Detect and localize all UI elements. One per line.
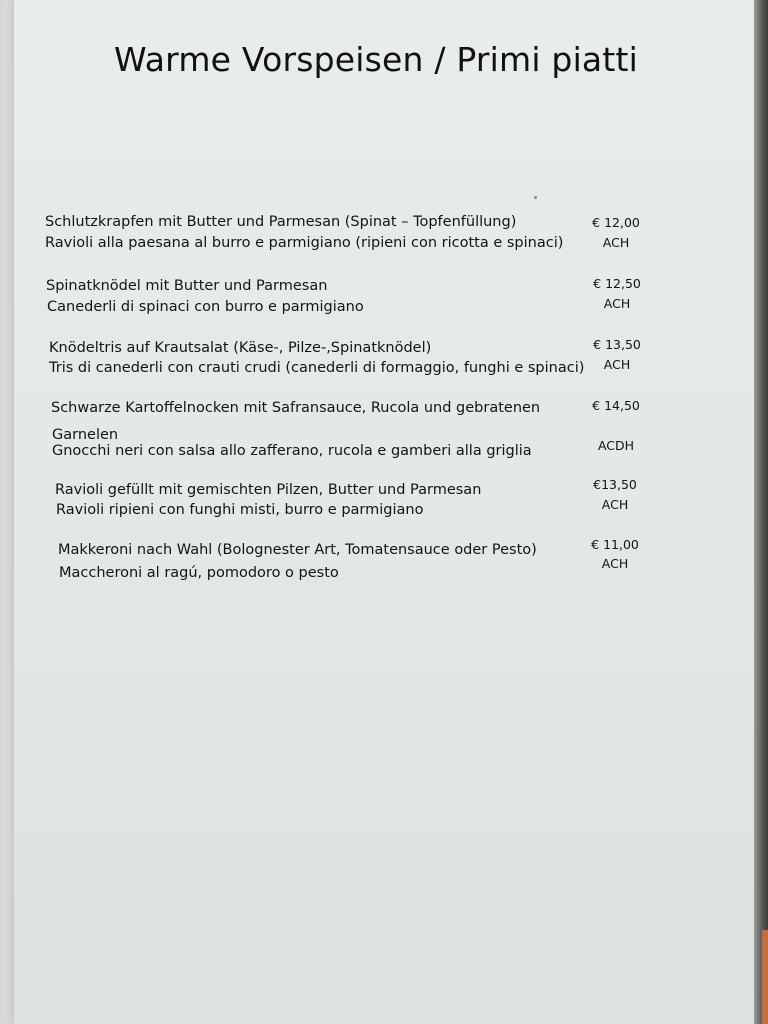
red-cover-edge <box>762 930 768 1024</box>
item-name-german: Spinatknödel mit Butter und Parmesan <box>46 278 328 294</box>
item-name-german-continued: Garnelen <box>52 427 119 443</box>
item-name-italian: Tris di canederli con crauti crudi (canederli di formaggio, funghi e spinaci) <box>49 360 585 376</box>
book-spine-edge <box>754 0 768 1024</box>
menu-page <box>14 0 758 1024</box>
item-allergens: ACH <box>601 497 629 512</box>
page-title: Warme Vorspeisen / Primi piatti <box>114 40 639 79</box>
item-allergens: ACH <box>603 357 631 372</box>
item-name-italian: Gnocchi neri con salsa allo zafferano, rucola e gamberi alla griglia <box>52 443 532 459</box>
item-price: € 11,00 <box>591 537 639 552</box>
item-price: €13,50 <box>593 477 637 492</box>
item-name-german: Ravioli gefüllt mit gemischten Pilzen, Butter und Parmesan <box>55 482 482 498</box>
item-name-italian: Ravioli ripieni con funghi misti, burro e parmigiano <box>56 502 424 518</box>
item-price: € 14,50 <box>592 398 640 413</box>
item-name-italian: Canederli di spinaci con burro e parmigiano <box>47 299 364 315</box>
item-name-german: Makkeroni nach Wahl (Bolognester Art, Tomatensauce oder Pesto) <box>58 542 537 558</box>
item-allergens: ACH <box>603 296 631 311</box>
item-name-italian: Ravioli alla paesana al burro e parmigiano (ripieni con ricotta e spinaci) <box>45 235 564 251</box>
item-price: € 13,50 <box>593 337 641 352</box>
item-name-italian: Maccheroni al ragú, pomodoro o pesto <box>59 565 339 581</box>
item-name-german: Knödeltris auf Krautsalat (Käse-, Pilze-,Spinatknödel) <box>49 340 432 356</box>
paper-speck <box>534 196 537 199</box>
item-name-german: Schwarze Kartoffelnocken mit Safransauce, Rucola und gebratenen <box>51 400 541 416</box>
item-price: € 12,50 <box>593 276 641 291</box>
item-allergens: ACDH <box>597 438 635 453</box>
item-allergens: ACH <box>602 235 630 250</box>
item-price: € 12,00 <box>592 215 640 230</box>
item-allergens: ACH <box>601 556 629 571</box>
item-name-german: Schlutzkrapfen mit Butter und Parmesan (Spinat – Topfenfüllung) <box>45 214 517 230</box>
